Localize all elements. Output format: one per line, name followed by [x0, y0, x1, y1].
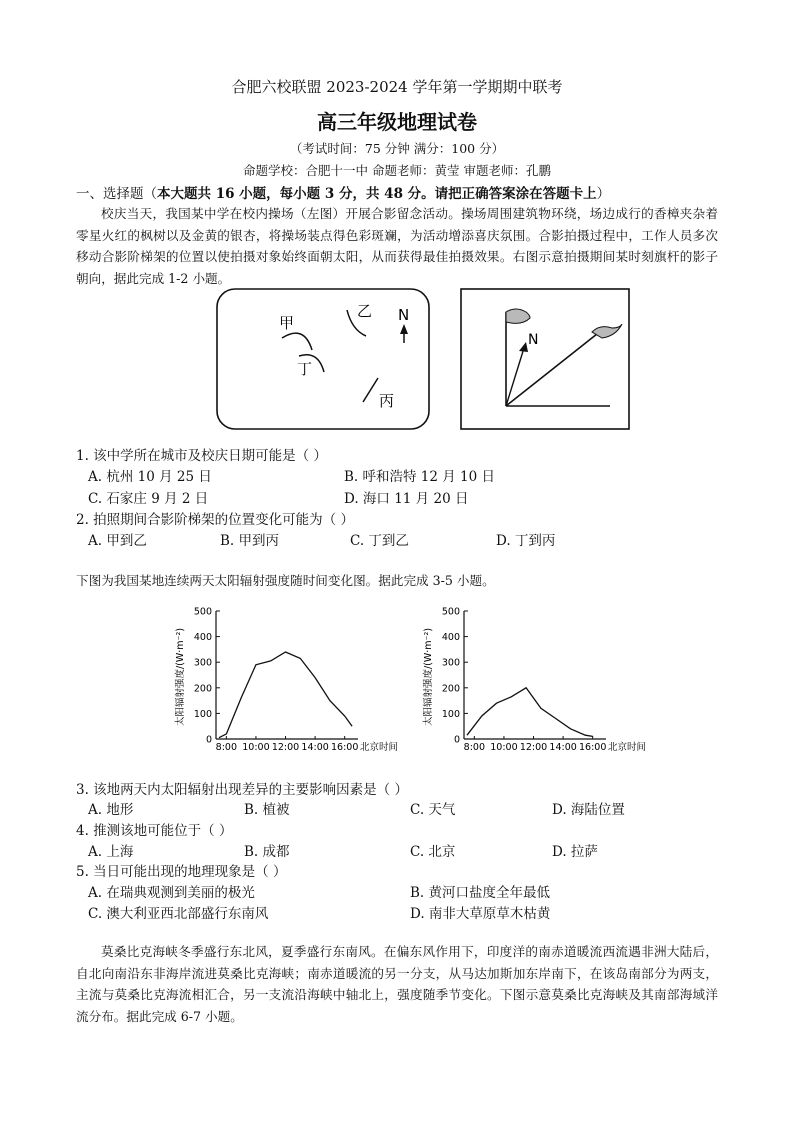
- exam-info: （考试时间：75 分钟 满分：100 分）: [289, 141, 505, 156]
- label-bing: 丙: [379, 392, 395, 410]
- y-tick-label: 300: [441, 657, 460, 669]
- q5-option-c[interactable]: C. 澳大利亚西北部盛行东南风: [88, 906, 269, 922]
- y-tick-label: 400: [193, 632, 212, 644]
- x-axis-label: 北京时间: [360, 742, 399, 753]
- q3-option-b[interactable]: B. 植被: [244, 802, 290, 818]
- flagpole-shadow-figure: [460, 288, 630, 430]
- y-tick-label: 500: [193, 606, 212, 618]
- label-ding: 丁: [297, 360, 313, 378]
- radiation-chart-day1: [170, 598, 410, 756]
- label-yi: 乙: [357, 302, 373, 320]
- page-title: 高三年级地理试卷: [317, 110, 477, 134]
- passage-1: 校庆当天，我国某中学在校内操场（左图）开展合影留念活动。操场周围建筑物环绕，场边成行的香樟夹杂着零星火红的枫树以及金黄的银杏，将操场装点得色彩斑斓，为活动增添喜庆氛围。合影拍摄过程中，工作人员多次移动合影阶梯架的位置以使拍摄对象始终面朝太阳，从而获得最佳拍摄效果。右图示意拍摄期间某时刻旗杆的影子朝向，据此完成 1-2 小题。: [76, 206, 718, 286]
- x-tick-label: 16:00: [578, 742, 607, 753]
- shadow-flag-icon: [592, 324, 622, 338]
- x-tick-label: 10:00: [490, 742, 518, 753]
- q5-option-d[interactable]: D. 南非大草原草木枯黄: [410, 906, 551, 922]
- x-tick-label: 8:00: [463, 742, 486, 753]
- label-jia: 甲: [279, 314, 295, 332]
- arc-bing: [363, 378, 378, 402]
- passage-3: 莫桑比克海峡冬季盛行东北风，夏季盛行东南风。在偏东风作用下，印度洋的南赤道暖流西流遇非洲大陆后，自北向南沿东非海岸流进莫桑比克海峡；南赤道暖流的另一分支，从马达加斯加东岸南下，在该岛南部分为两支，主流与莫桑比克海流相汇合，另一支流沿海峡中轴北上，强度随季节变化。下图示意莫桑比克海峡及其南部海域洋流分布。据此完成 6-7 小题。: [76, 944, 718, 1024]
- y-tick-label: 0: [453, 734, 460, 746]
- passage-2: 下图为我国某地连续两天太阳辐射强度随时间变化图。据此完成 3-5 小题。: [76, 573, 495, 588]
- q4-option-d[interactable]: D. 拉萨: [552, 844, 598, 860]
- y-tick-label: 500: [441, 606, 460, 618]
- x-tick-label: 14:00: [549, 742, 577, 753]
- q4-option-b[interactable]: B. 成都: [244, 844, 290, 860]
- y-tick-label: 300: [193, 657, 212, 669]
- q1-option-c[interactable]: C. 石家庄 9 月 2 日: [88, 491, 209, 507]
- x-tick-label: 12:00: [271, 742, 300, 753]
- y-tick-label: 0: [205, 734, 212, 746]
- q4-option-a[interactable]: A. 上海: [88, 844, 134, 860]
- q3-option-d[interactable]: D. 海陆位置: [552, 802, 625, 818]
- section-heading: [76, 182, 610, 202]
- radiation-line: [219, 652, 352, 738]
- q2-option-d[interactable]: D. 丁到丙: [496, 533, 556, 549]
- q2-option-a[interactable]: A. 甲到乙: [88, 533, 147, 549]
- q4-option-c[interactable]: C. 北京: [410, 844, 456, 860]
- q5-option-b[interactable]: B. 黄河口盐度全年最低: [410, 885, 551, 901]
- q5-option-a[interactable]: A. 在瑞典观测到美丽的极光: [88, 885, 255, 901]
- y-tick-label: 200: [193, 683, 212, 695]
- shadow-north-arrow-icon: [519, 342, 528, 352]
- x-tick-label: 10:00: [242, 742, 270, 753]
- q1-option-d[interactable]: D. 海口 11 月 20 日: [344, 491, 469, 507]
- section-label-bold: 本大题共 16 小题，每小题 3 分，共 48 分。请把正确答案涂在答题卡上: [157, 186, 597, 202]
- question-2: 2. 拍照期间合影阶梯架的位置变化可能为（ ）: [76, 512, 354, 528]
- section-label-suffix: ）: [596, 186, 611, 202]
- playground-map: [216, 288, 430, 430]
- section-label-prefix: 一、选择题（: [76, 186, 157, 202]
- q3-option-a[interactable]: A. 地形: [88, 802, 134, 818]
- y-tick-label: 400: [441, 632, 460, 644]
- y-axis-label: 太阳辐射强度/(W·m⁻²): [175, 627, 186, 727]
- q1-option-a[interactable]: A. 杭州 10 月 25 日: [88, 469, 212, 485]
- exam-title: 合肥六校联盟 2023-2024 学年第一学期期中联考: [231, 78, 563, 96]
- x-tick-label: 16:00: [330, 742, 359, 753]
- flag-north-label: N: [528, 332, 539, 348]
- q2-option-b[interactable]: B. 甲到丙: [220, 533, 280, 549]
- y-tick-label: 100: [441, 708, 460, 720]
- q3-option-c[interactable]: C. 天气: [410, 802, 456, 818]
- y-tick-label: 200: [441, 683, 460, 695]
- radiation-chart-day2: [418, 598, 658, 756]
- x-tick-label: 12:00: [519, 742, 548, 753]
- y-tick-label: 100: [193, 708, 212, 720]
- radiation-line: [467, 688, 593, 737]
- question-4: 4. 推测该地可能位于（ ）: [76, 823, 233, 839]
- x-axis-label: 北京时间: [608, 742, 647, 753]
- north-label: N: [398, 306, 410, 324]
- x-tick-label: 8:00: [215, 742, 238, 753]
- q2-option-c[interactable]: C. 丁到乙: [350, 533, 409, 549]
- arc-jia: [282, 333, 312, 350]
- north-arrow-icon: [400, 324, 408, 343]
- question-3: 3. 该地两天内太阳辐射出现差异的主要影响因素是（ ）: [76, 782, 408, 798]
- authors-line: 命题学校：合肥十一中 命题老师：黄莹 审题老师：孔鹏: [243, 163, 551, 178]
- y-axis-label: 太阳辐射强度/(W·m⁻²): [423, 627, 434, 727]
- question-5: 5. 当日可能出现的地理现象是（ ）: [76, 864, 287, 880]
- question-1: 1. 该中学所在城市及校庆日期可能是（ ）: [76, 448, 327, 464]
- flag-icon: [506, 309, 530, 323]
- x-tick-label: 14:00: [301, 742, 329, 753]
- q1-option-b[interactable]: B. 呼和浩特 12 月 10 日: [344, 469, 496, 485]
